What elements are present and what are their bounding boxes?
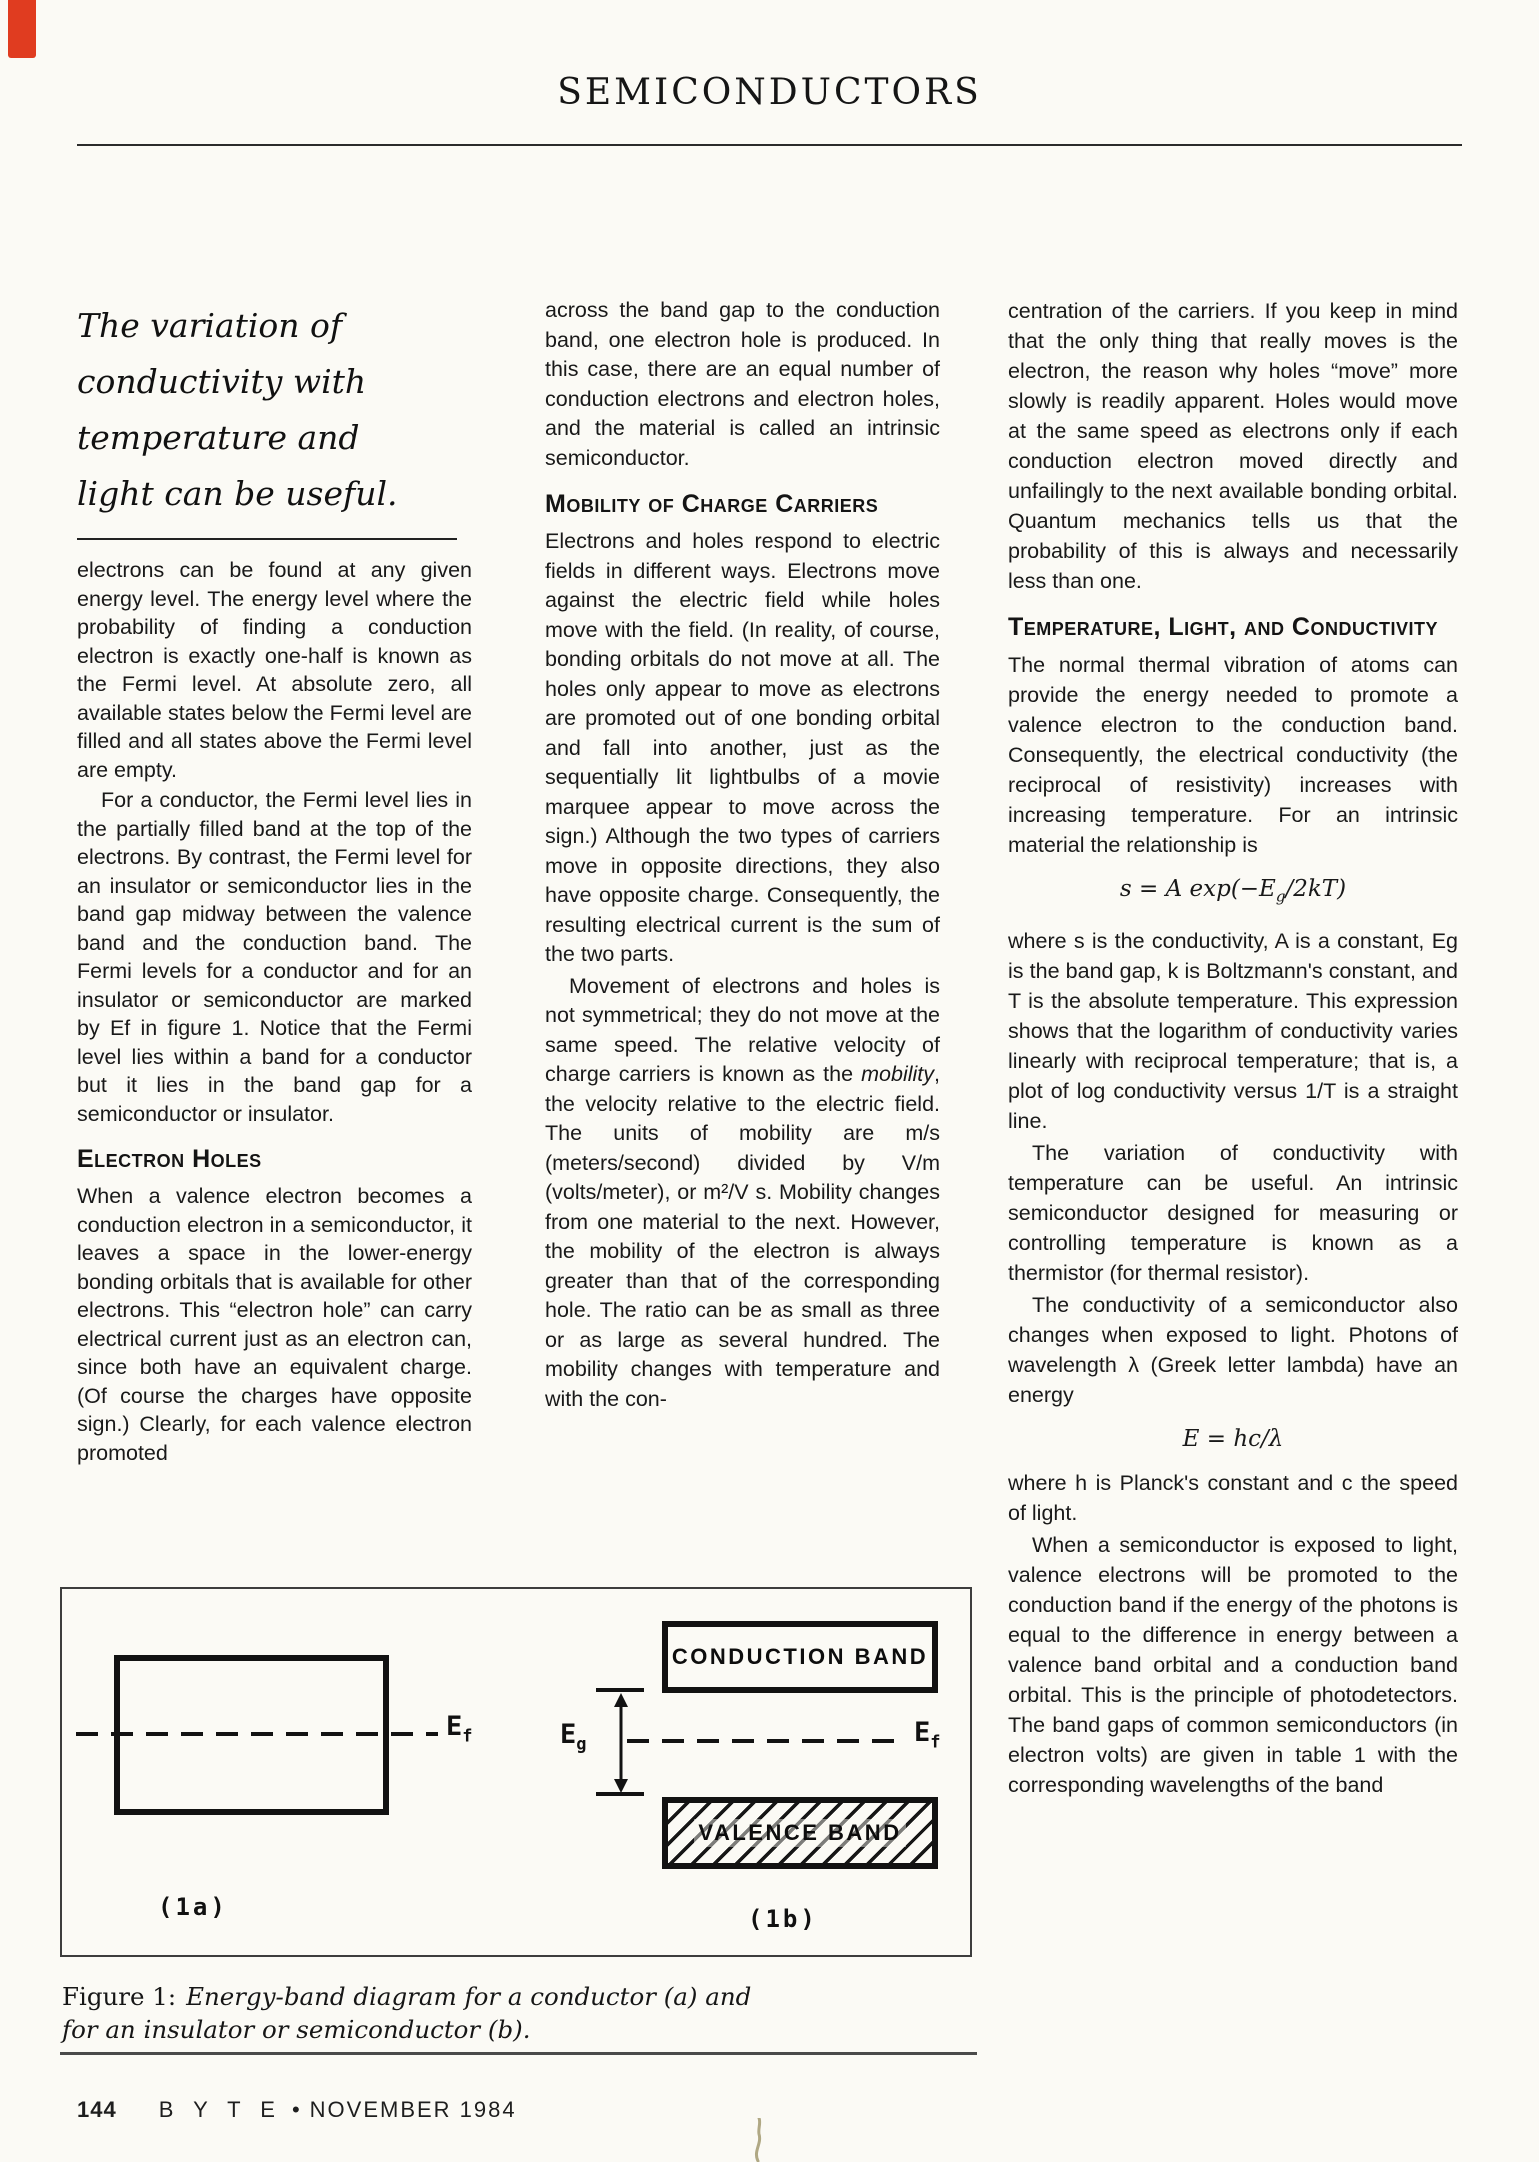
issue-date: NOVEMBER 1984 (309, 2097, 517, 2122)
figure-bottom-rule (60, 2052, 977, 2055)
figure-caption-text: Energy-band diagram for a conductor (a) and for an insulator or semiconductor (b). (62, 1982, 752, 2044)
equation-photon-energy: E = hc/λ (1182, 1425, 1284, 1452)
equation-subscript: g (1275, 887, 1286, 906)
valence-band-box (662, 1797, 938, 1869)
fermi-level-dashed-line-a (76, 1732, 438, 1736)
figure-energy-band-diagram (60, 1587, 972, 1957)
band-gap-label (560, 1719, 587, 1754)
subfigure-label-1b: (1b) (748, 1905, 818, 1933)
red-ink-mark (8, 0, 36, 58)
equation-text: /2kT) (1285, 876, 1347, 902)
label-subscript: f (462, 1726, 473, 1747)
column-middle (545, 296, 940, 1416)
valence-band-label: VALENCE BAND (694, 1819, 905, 1847)
paragraph-text: , the velocity relative to the electric field. The units of mobility are m/s (meters/second) divided by V/m (volts/meter), or m²/V s. Mobility changes from one material to the next. However, the mobility of the electron is always greater than that of the corresponding hole. The ratio can be as small as three or as large as several hundred. The mobility changes with temperature and with the con- (545, 1062, 940, 1411)
label-subscript: g (576, 1734, 587, 1755)
page-title: SEMICONDUCTORS (557, 72, 982, 113)
section-heading-mobility: Mobility of Charge Carriers (545, 490, 879, 518)
column-right (1008, 296, 1458, 1802)
subfigure-label-1a: (1a) (158, 1893, 228, 1921)
label-text: E (446, 1711, 463, 1742)
conduction-band-box (662, 1621, 938, 1693)
magazine-name: B Y T E (158, 2097, 282, 2122)
band-gap-tick-top (596, 1688, 644, 1692)
section-heading-temperature-light: Temperature, Light, and Conductivity (1008, 613, 1438, 641)
scan-artifact-mark (745, 2118, 775, 2162)
figure-caption-lead: Figure 1: (62, 1982, 177, 2011)
paragraph: When a semiconductor is exposed to light, valence electrons will be promoted to the conduction band if the energy of the photons is equal to the difference in energy between a valence band orbital and a conduction band orbital. This is the principle of photodetectors. The band gaps of common semiconductors (in electron volts) are given in table 1 with the corresponding wavelengths of the band (1008, 1532, 1458, 1797)
label-subscript: f (930, 1732, 941, 1753)
paragraph: The variation of conductivity with temperature can be useful. An intrinsic semiconductor designed for measuring or controlling temperature is known as a thermistor (for thermal resistor). (1008, 1140, 1458, 1285)
fermi-level-label-a (446, 1711, 473, 1746)
label-text: E (560, 1719, 577, 1750)
paragraph: electrons can be found at any given energy level. The energy level where the probability of finding a conduction electron is exactly one-half is known as the Fermi level. At absolute zero, all available states below the Fermi level are filled and all states above the Fermi level are empty. (77, 558, 472, 782)
fermi-level-dashed-line-b (627, 1739, 907, 1743)
footer-bullet: • (291, 2097, 300, 2122)
page-number: 144 (77, 2097, 117, 2122)
paragraph: centration of the carriers. If you keep in mind that the only thing that really moves is the electron, the reason why holes “move” more slowly is readily apparent. Holes would move at the same speed as electrons only if each conduction electron moved directly and unfailingly to the next available bonding orbital. Quantum mechanics tells us that the probability of this is always and necessarily less than one. (1008, 299, 1458, 593)
page-footer (77, 2097, 517, 2123)
figure-caption (62, 1980, 782, 2046)
paragraph (545, 972, 940, 1415)
pull-quote: The variation of conductivity with temperature and light can be useful. (77, 306, 398, 513)
paragraph: The normal thermal vibration of atoms can provide the energy needed to promote a valence electron to the conduction band. Consequently, the electrical conductivity (the reciprocal of resistivity) increases with increasing temperature. For an intrinsic material the relationship is (1008, 653, 1458, 857)
paragraph: across the band gap to the conduction band, one electron hole is produced. In this case, there are an equal number of conduction electrons and electron holes, and the material is called an intrinsic semiconductor. (545, 298, 940, 470)
conduction-band-label: CONDUCTION BAND (671, 1644, 929, 1669)
paragraph-text: Movement of electrons and holes is not symmetrical; they do not move at the same speed. The relative velocity of charge carriers is known as the (545, 973, 940, 1086)
equation-text: s = A exp(−E (1119, 876, 1276, 902)
column-left (77, 556, 472, 1469)
equation-conductivity (1008, 874, 1458, 912)
fermi-level-label-b (914, 1717, 941, 1752)
paragraph: Electrons and holes respond to electric fields in different ways. Electrons move against the electric field while holes move with the field. (In reality, of course, bonding orbitals do not move at all. The holes only appear to move as electrons are promoted out of one bonding orbital and fall into another, just as the sequentially lit lightbulbs of a movie marquee appear to move across the sign.) Although the two types of carriers move in opposite directions, they also have opposite charge. Consequently, the resulting electrical current is the sum of the two parts. (545, 529, 940, 966)
paragraph: where s is the conductivity, A is a constant, Eg is the band gap, k is Boltzmann's constant, and T is the absolute temperature. This expression shows that the logarithm of conductivity varies linearly with reciprocal temperature; that is, a plot of log conductivity versus 1/T is a straight line. (1008, 928, 1458, 1133)
label-text: E (914, 1717, 931, 1748)
header-rule (77, 144, 1462, 146)
paragraph: For a conductor, the Fermi level lies in the partially filled band at the top of the electrons. By contrast, the Fermi level for an insulator or semiconductor lies in the band gap midway between the valence band and the conduction band. The Fermi levels for a conductor and for an insulator or semiconductor are marked by Ef in figure 1. Notice that the Fermi level lies within a band for a conductor but it lies in the band gap for a semiconductor or insulator. (77, 788, 472, 1126)
paragraph: where h is Planck's constant and c the speed of light. (1008, 1470, 1458, 1525)
paragraph: When a valence electron becomes a conduction electron in a semiconductor, it leaves a space in the lower-energy bonding orbitals that is available for other electrons. This “electron hole” can carry electrical current just as an electron can, since both have an equivalent charge. (Of course the charges have opposite sign.) Clearly, for each valence electron promoted (77, 1184, 472, 1465)
section-heading-electron-holes: Electron Holes (77, 1145, 262, 1173)
italic-term-mobility: mobility (861, 1062, 935, 1086)
band-gap-arrow-icon (610, 1693, 632, 1793)
paragraph: The conductivity of a semiconductor also changes when exposed to light. Photons of wavelength λ (Greek letter lambda) have an energy (1008, 1292, 1458, 1407)
pull-quote-rule (77, 538, 457, 540)
